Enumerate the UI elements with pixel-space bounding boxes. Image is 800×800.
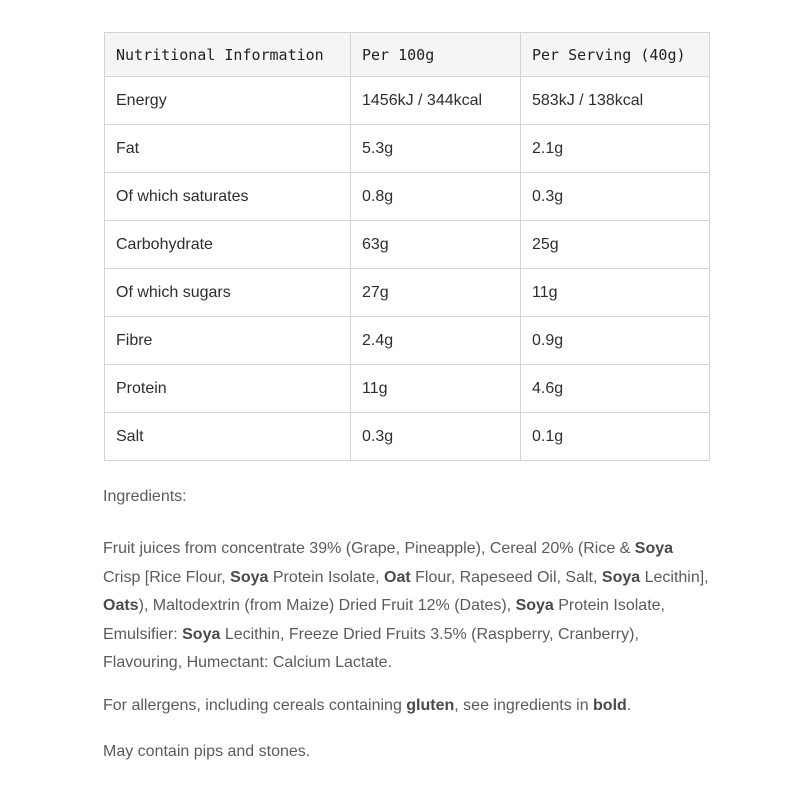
may-contain-note: May contain pips and stones. <box>103 743 311 760</box>
bold-allergen-text: gluten <box>406 697 455 714</box>
text-segment: Fruit juices from concentrate 39% (Grape, Pineapple), Cereal 20% (Rice & <box>103 540 635 557</box>
nutrient-cell: Of which saturates <box>105 173 351 221</box>
table-row <box>105 221 710 269</box>
table-row <box>105 77 710 125</box>
nutrition-table <box>104 32 710 461</box>
bold-allergen-text: Soya <box>182 625 221 643</box>
bold-allergen-text: Soya <box>634 540 674 557</box>
header-nutritional-information: Nutritional Information <box>105 33 351 77</box>
text-segment: Protein Isolate, <box>268 568 385 586</box>
bold-allergen-text: Soya <box>515 597 554 615</box>
per-100g-cell: 11g <box>351 365 521 413</box>
text-segment: Lecithin], <box>640 568 709 586</box>
per-100g-cell: 1456kJ / 344kcal <box>351 77 521 125</box>
nutrition-table-body <box>105 77 710 461</box>
nutrient-cell: Energy <box>105 77 351 125</box>
text-segment: . <box>626 697 632 714</box>
per-100g-cell: 5.3g <box>351 125 521 173</box>
text-segment: , see ingredients in <box>454 697 594 714</box>
text-segment: ), Maltodextrin (from Maize) Dried Fruit 12% (Dates), <box>138 597 516 615</box>
bold-allergen-text: Soya <box>230 568 269 586</box>
per-serving-cell: 0.1g <box>521 413 710 461</box>
per-serving-cell: 11g <box>521 269 710 317</box>
nutrient-cell: Fat <box>105 125 351 173</box>
nutrient-cell: Of which sugars <box>105 269 351 317</box>
nutrient-cell: Fibre <box>105 317 351 365</box>
table-row <box>105 413 710 461</box>
text-segment: Protein Isolate, Emulsifier: <box>103 597 665 643</box>
per-100g-cell: 2.4g <box>351 317 521 365</box>
per-serving-cell: 0.9g <box>521 317 710 365</box>
per-100g-cell: 63g <box>351 221 521 269</box>
table-row <box>105 125 710 173</box>
per-serving-cell: 25g <box>521 221 710 269</box>
per-serving-cell: 4.6g <box>521 365 710 413</box>
text-segment: Crisp [Rice Flour, <box>103 568 231 586</box>
per-serving-cell: 583kJ / 138kcal <box>521 77 710 125</box>
per-100g-cell: 27g <box>351 269 521 317</box>
text-segment: Flour, Rapeseed Oil, Salt, <box>410 568 602 586</box>
nutrient-cell: Carbohydrate <box>105 221 351 269</box>
text-segment: Lecithin, Freeze Dried Fruits 3.5% (Raspberry, Cranberry), Flavouring, Humectant: Calcium Lactate. <box>103 625 639 672</box>
table-row <box>105 365 710 413</box>
ingredients-text <box>103 535 713 678</box>
header-per-serving: Per Serving (40g) <box>521 33 710 77</box>
table-row <box>105 173 710 221</box>
per-100g-cell: 0.3g <box>351 413 521 461</box>
ingredients-heading: Ingredients: <box>103 488 187 505</box>
bold-allergen-text: Oats <box>103 597 139 615</box>
table-header-row <box>105 33 710 77</box>
bold-allergen-text: Soya <box>601 568 641 586</box>
text-segment: For allergens, including cereals containing <box>103 697 407 714</box>
table-row <box>105 317 710 365</box>
header-per-100g: Per 100g <box>351 33 521 77</box>
bold-allergen-text: Oat <box>384 568 411 586</box>
per-100g-cell: 0.8g <box>351 173 521 221</box>
per-serving-cell: 2.1g <box>521 125 710 173</box>
nutrient-cell: Protein <box>105 365 351 413</box>
table-row <box>105 269 710 317</box>
nutrient-cell: Salt <box>105 413 351 461</box>
per-serving-cell: 0.3g <box>521 173 710 221</box>
bold-allergen-text: bold <box>593 697 627 714</box>
allergen-note <box>103 697 713 715</box>
